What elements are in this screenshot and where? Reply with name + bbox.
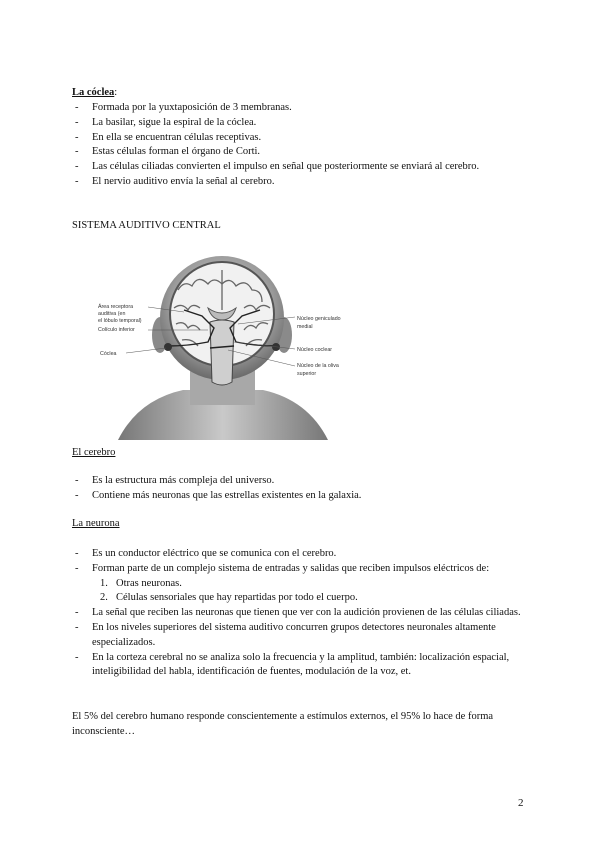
list-item: - Forman parte de un complejo sistema de entradas y salidas que reciben impulsos eléctricos de: 1. Otras neuronas. 2. Células sensoriales que hay repartidas por todo el cuerpo.	[72, 562, 532, 606]
page-number: 2	[518, 797, 524, 809]
list-item: - Es la estructura más compleja del universo.	[75, 475, 275, 486]
label-auditory-area: Área receptora	[98, 304, 134, 310]
neuron-sublist	[92, 577, 532, 607]
cochlea-heading	[72, 87, 117, 98]
label-cochlea: Cóclea	[100, 351, 117, 357]
list-item: - En los niveles superiores del sistema auditivo concurren grupos detectores neuronales altamente especializados.	[75, 621, 496, 648]
label-auditory-area-3: el lóbulo temporal)	[98, 318, 142, 324]
list-item: - En la corteza cerebral no se analiza solo la frecuencia y la amplitud, también: localización espacial, inteligibilidad del habla, identificación de fuentes, modulación de la voz, et.	[75, 651, 510, 678]
sublist-item: 2. Células sensoriales que hay repartidas por todo el cuerpo.	[100, 592, 358, 604]
left-cochlea-mark	[164, 343, 172, 351]
brain-list	[72, 474, 532, 504]
label-superior-olive: Núcleo de la oliva	[297, 363, 339, 369]
section-title: SISTEMA AUDITIVO CENTRAL	[72, 220, 221, 231]
list-item: - Estas células forman el órgano de Corti.	[75, 146, 261, 158]
neuron-heading: La neurona	[72, 518, 120, 529]
list-item: - Es un conductor eléctrico que se comunica con el cerebro.	[75, 548, 337, 559]
list-item: - Formada por la yuxtaposición de 3 membranas.	[75, 102, 292, 113]
list-item: - La señal que reciben las neuronas que tienen que ver con la audición provienen de las células ciliadas.	[75, 607, 521, 619]
neuron-list	[72, 547, 532, 680]
label-inferior-colliculus: Colículo inferior	[98, 327, 135, 333]
auditory-system-figure	[98, 250, 343, 440]
cochlea-title: La cóclea	[72, 87, 115, 98]
list-item: - La basilar, sigue la espiral de la cóclea.	[75, 116, 257, 128]
label-auditory-area-2: auditiva (en	[98, 311, 126, 317]
list-item: - El nervio auditivo envía la señal al cerebro.	[75, 175, 275, 187]
closing-paragraph: El 5% del cerebro humano responde conscientemente a estímulos externos, el 95% lo hace de forma inconsciente…	[72, 711, 494, 737]
list-item: - Contiene más neuronas que las estrellas existentes en la galaxia.	[75, 489, 362, 501]
brain-heading: El cerebro	[72, 447, 116, 458]
cochlea-list	[72, 101, 532, 190]
label-cochlear-nucleus: Núcleo coclear	[297, 347, 333, 353]
list-item: - En ella se encuentran células receptivas.	[75, 131, 262, 143]
label-medial-geniculate: Núcleo geniculado	[297, 316, 341, 322]
sublist-item: 1. Otras neuronas.	[100, 577, 182, 589]
cochlea-title-colon: :	[114, 87, 118, 98]
label-superior-olive-2: superior	[297, 371, 317, 377]
list-item: - Las células ciliadas convierten el impulso en señal que posteriormente se enviará al cerebro.	[75, 161, 480, 173]
label-medial-geniculate-2: medial	[297, 324, 313, 330]
